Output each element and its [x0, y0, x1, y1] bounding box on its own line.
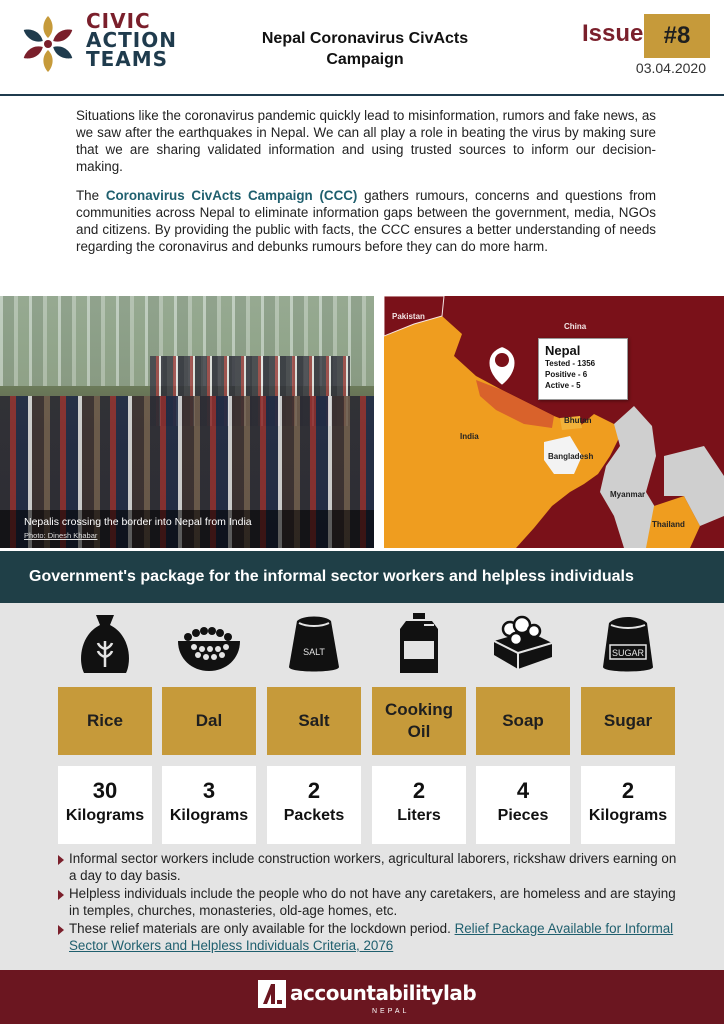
- ccc-highlight: Coronavirus CivActs Campaign (CCC): [105, 188, 358, 203]
- logo-line-2: ACTION: [86, 28, 177, 52]
- item-name: Dal: [162, 687, 256, 755]
- intro-paragraph-2: [76, 187, 656, 255]
- package-item-sugar: [581, 611, 675, 851]
- package-item-cooking-oil: [372, 611, 466, 851]
- soap-icon: [488, 611, 558, 677]
- package-item-salt: [267, 611, 361, 851]
- item-qty-unit: Kilograms: [65, 807, 145, 824]
- item-qty-unit: Pieces: [497, 807, 549, 824]
- relief-criteria-link[interactable]: Relief Package Available for Informal Sector Workers and Helpless Individuals Criteria, 2076: [69, 921, 674, 953]
- item-name: Cooking Oil: [372, 687, 466, 755]
- package-item-soap: [476, 611, 570, 851]
- note-lockdown-period: [57, 921, 677, 954]
- package-items: [58, 611, 678, 851]
- note-lockdown-text: These relief materials are only available for the lockdown period.: [69, 921, 455, 936]
- package-banner: Government's package for the informal sector workers and helpless individuals: [0, 551, 724, 603]
- logo-wordmark: [86, 9, 177, 71]
- issue-label: Issue: [582, 20, 644, 47]
- package-item-rice: [58, 611, 152, 851]
- footer-brand: accountabilitylab: [290, 981, 477, 1005]
- issue-date: 03.04.2020: [635, 60, 706, 76]
- item-name: Rice: [58, 687, 152, 755]
- item-quantity: [372, 766, 466, 844]
- map-label-thailand: Thailand: [652, 520, 685, 529]
- map-label-india: India: [460, 432, 479, 441]
- item-qty-number: 2: [621, 778, 635, 803]
- note-informal-workers: Informal sector workers include construction workers, agricultural laborers, rickshaw drivers earning on a day to day basis.: [57, 851, 677, 884]
- campaign-title-line-2: Campaign: [326, 51, 404, 68]
- dal-bowl-icon: [174, 611, 244, 677]
- logo-line-1: CIVIC: [86, 9, 151, 33]
- item-name: Sugar: [581, 687, 675, 755]
- sugar-icon-text: SUGAR: [611, 648, 645, 658]
- issue-block: [570, 14, 710, 74]
- intro-paragraph-1: Situations like the coronavirus pandemic quickly lead to misinformation, rumors and fake news, as we saw after the earthquakes in Nepal. We can all play a role in beating the virus by making sure that we are sharing validated information and using trusted sources to inform our decision-making.: [76, 108, 656, 174]
- item-name: Soap: [476, 687, 570, 755]
- map-label-bhutan: Bhutan: [564, 416, 592, 425]
- item-qty-number: 4: [516, 778, 530, 803]
- item-qty-number: 2: [307, 778, 321, 803]
- item-qty-number: 30: [92, 778, 118, 803]
- map-label-bangladesh: Bangladesh: [548, 452, 594, 461]
- header-divider: [0, 94, 724, 96]
- nepal-stats-title: Nepal: [545, 343, 581, 358]
- item-qty-number: 2: [412, 778, 426, 803]
- nepal-stats-box: [538, 338, 628, 400]
- item-qty-number: 3: [202, 778, 216, 803]
- accountability-lab-logo-icon: [258, 980, 286, 1008]
- item-qty-unit: Liters: [397, 807, 441, 824]
- salt-icon-text: SALT: [303, 647, 325, 657]
- header: [0, 0, 724, 92]
- item-qty-unit: Kilograms: [588, 807, 668, 824]
- note-helpless-individuals: Helpless individuals include the people who do not have any caretakers, are homeless and are staying in temples, churches, monasteries, old-age homes, etc.: [57, 886, 677, 919]
- intro-text: [76, 107, 656, 267]
- border-crossing-photo: [0, 296, 374, 548]
- sugar-bag-icon: [593, 611, 663, 677]
- package-section: [0, 603, 724, 970]
- campaign-title-line-1: Nepal Coronavirus CivActs: [261, 30, 469, 47]
- nepal-active: Active - 5: [545, 381, 581, 390]
- civic-action-teams-logo-icon: [16, 12, 80, 76]
- item-quantity: [581, 766, 675, 844]
- package-item-dal: [162, 611, 256, 851]
- map-label-myanmar: Myanmar: [610, 490, 646, 499]
- item-name: Salt: [267, 687, 361, 755]
- photo-credit[interactable]: Photo: Dinesh Khabar: [24, 531, 98, 540]
- item-qty-unit: Packets: [283, 807, 345, 824]
- item-quantity: [267, 766, 361, 844]
- item-quantity: [162, 766, 256, 844]
- salt-bag-icon: [279, 611, 349, 677]
- issue-number: #8: [644, 14, 710, 58]
- item-quantity: [476, 766, 570, 844]
- intro-p2-start: The: [76, 188, 106, 203]
- logo-line-3: TEAMS: [86, 47, 169, 71]
- nepal-positive: Positive - 6: [545, 370, 588, 379]
- oil-can-icon: [384, 611, 454, 677]
- map-label-china: China: [564, 322, 587, 331]
- photo-caption: [0, 510, 374, 548]
- item-qty-unit: Kilograms: [169, 807, 249, 824]
- intro-p2-rest: gathers rumours, concerns and questions from communities across Nepal to eliminate information gaps between the government, media, NGOs and citizens. By providing the public with facts, the CCC ensures a better understanding of needs regarding the coronavirus and debunks rumours before they can do more harm.: [76, 188, 657, 254]
- item-quantity: [58, 766, 152, 844]
- rice-sack-icon: [70, 611, 140, 677]
- nepal-tested: Tested - 1356: [545, 359, 596, 368]
- region-map: [384, 296, 724, 548]
- photo-caption-text: Nepalis crossing the border into Nepal from India: [24, 516, 252, 528]
- package-notes: [57, 851, 677, 956]
- campaign-title: [250, 28, 480, 70]
- map-label-pakistan: Pakistan: [392, 312, 425, 321]
- footer-sub: NEPAL: [372, 1008, 410, 1015]
- map-shapes: [384, 296, 724, 548]
- footer: [0, 970, 724, 1024]
